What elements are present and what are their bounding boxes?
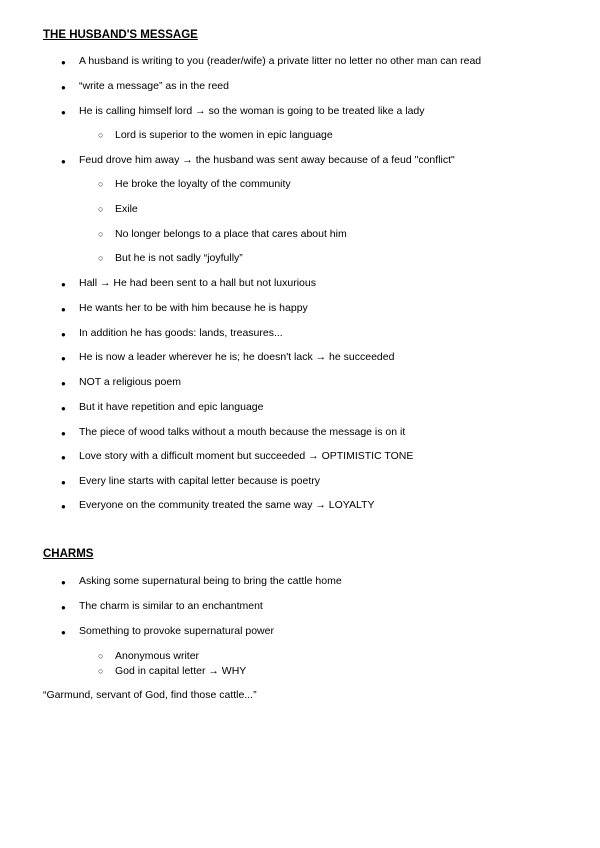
bullet-icon: ● <box>61 330 66 339</box>
bullet-icon: ● <box>61 502 66 511</box>
bullet-icon: ● <box>61 453 66 462</box>
list-item: Hall → He had been sent to a hall but not luxurious <box>79 277 316 289</box>
bullet-icon: ● <box>61 603 66 612</box>
sub-list-item: Exile <box>115 203 138 215</box>
sub-list-item: But he is not sadly “joyfully” <box>115 252 243 264</box>
list-item: Every line starts with capital letter because is poetry <box>79 475 321 487</box>
list-item: The piece of wood talks without a mouth because the message is on it <box>79 426 406 438</box>
sub-bullet-icon: ○ <box>98 666 104 676</box>
sub-list-item: Anonymous writer <box>115 650 200 662</box>
list-item: Asking some supernatural being to bring the cattle home <box>79 575 342 587</box>
bullet-icon: ● <box>61 108 66 117</box>
list-item: Feud drove him away → the husband was sent away because of a feud "conflict" <box>79 154 455 166</box>
list-item: But it have repetition and epic language <box>79 401 264 413</box>
list-item: The charm is similar to an enchantment <box>79 600 263 612</box>
bullet-icon: ● <box>61 628 66 637</box>
bullet-icon: ● <box>61 305 66 314</box>
sub-list-item: He broke the loyalty of the community <box>115 178 291 190</box>
list-item: Everyone on the community treated the same way → LOYALTY <box>79 499 375 511</box>
sub-bullet-icon: ○ <box>98 130 104 140</box>
bullet-icon: ● <box>61 58 66 67</box>
list-item: Love story with a difficult moment but succeeded → OPTIMISTIC TONE <box>79 450 414 462</box>
list-item: NOT a religious poem <box>79 376 181 388</box>
bullet-icon: ● <box>61 280 66 289</box>
section-heading-charms: CHARMS <box>43 548 94 560</box>
sub-bullet-icon: ○ <box>98 179 104 189</box>
list-item: He wants her to be with him because he is happy <box>79 302 308 314</box>
list-item: “write a message” as in the reed <box>79 80 229 92</box>
sub-bullet-icon: ○ <box>98 229 104 239</box>
bullet-icon: ● <box>61 478 66 487</box>
bullet-icon: ● <box>61 429 66 438</box>
bullet-icon: ● <box>61 404 66 413</box>
sub-bullet-icon: ○ <box>98 651 104 661</box>
bullet-icon: ● <box>61 157 66 166</box>
sub-list-item: God in capital letter → WHY <box>115 665 247 677</box>
section-heading-husbands-message: THE HUSBAND'S MESSAGE <box>43 29 198 41</box>
bullet-icon: ● <box>61 83 66 92</box>
charm-quote: “Garmund, servant of God, find those cattle...” <box>43 689 257 701</box>
list-item: He is now a leader wherever he is; he doesn't lack → he succeeded <box>79 351 395 363</box>
list-item: He is calling himself lord → so the woman is going to be treated like a lady <box>79 105 425 117</box>
bullet-icon: ● <box>61 354 66 363</box>
bullet-icon: ● <box>61 578 66 587</box>
bullet-icon: ● <box>61 379 66 388</box>
list-item: Something to provoke supernatural power <box>79 625 274 637</box>
sub-list-item: Lord is superior to the women in epic language <box>115 129 333 141</box>
list-item: A husband is writing to you (reader/wife) a private litter no letter no other man can read <box>79 55 482 67</box>
sub-bullet-icon: ○ <box>98 253 104 263</box>
sub-bullet-icon: ○ <box>98 204 104 214</box>
sub-list-item: No longer belongs to a place that cares about him <box>115 228 347 240</box>
list-item: In addition he has goods: lands, treasures... <box>79 327 283 339</box>
